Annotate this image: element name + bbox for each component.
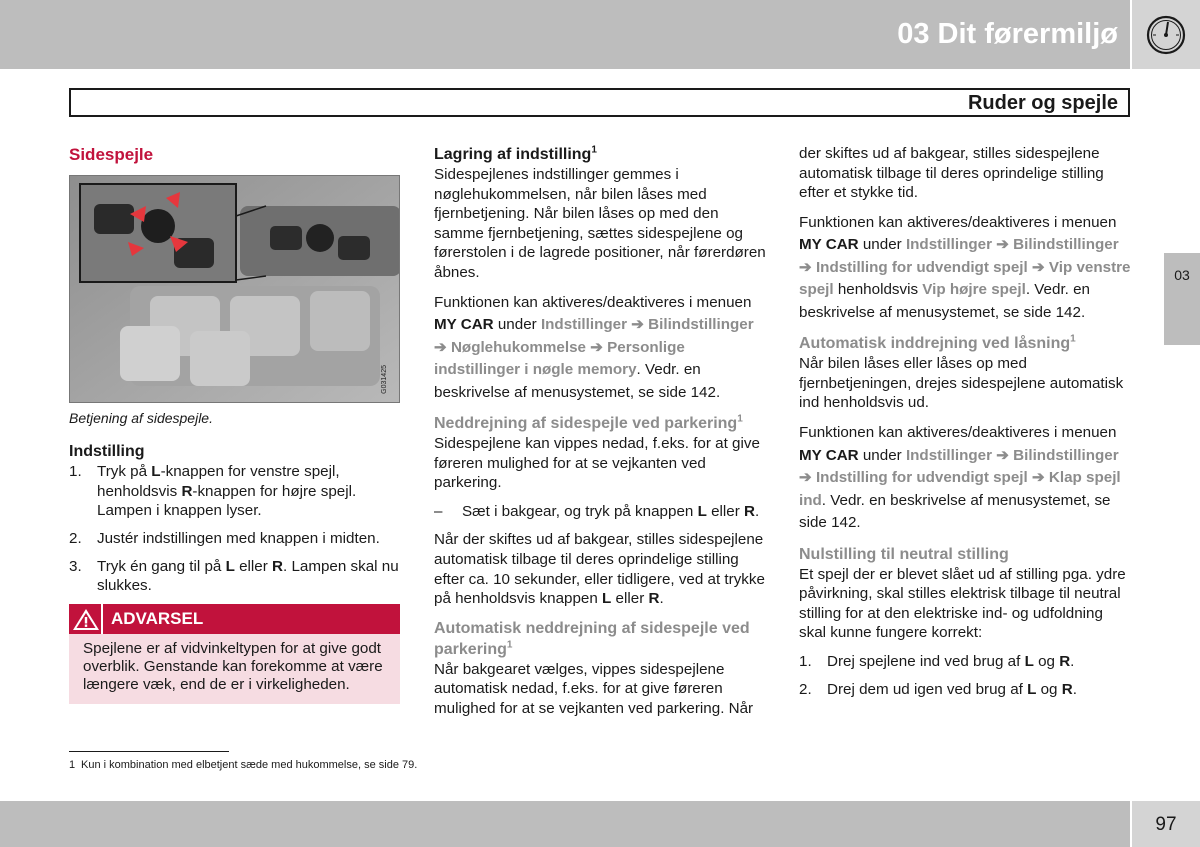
heading-lagring: Lagring af indstilling$^1$: [434, 144, 597, 163]
subheading-indstilling: Indstilling: [69, 443, 145, 461]
list-item: 1. Tryk på L-knappen for venstre spejl, henholdsvis R-knappen for højre spejl. Lampen i knappen lyser.: [69, 463, 357, 520]
menu-path: Indstillinger ➔ Bilindstillinger ➔ Indstilling for udvendigt spejl ➔ Klap spejl ind: [799, 446, 1121, 509]
paragraph: Funktionen kan aktiveres/deaktiveres i menuen MY CAR under Indstillinger ➔ Bilindstillinger ➔ Indstilling for udvendigt spejl ➔ Vip venstre spejl henholdsvis Vip højre spejl. Vedr. en beskrivelse af menusystemet, se side 142.: [799, 213, 1131, 321]
speedometer-icon: [1144, 14, 1188, 56]
heading-automatisk-inddrejning: Automatisk inddrejning ved låsning$^1$: [799, 333, 1076, 353]
photo-caption: Betjening af sidespejle.: [69, 409, 213, 426]
paragraph: Når bakgearet vælges, vippes sidespejlene automatisk nedad, f.eks. for at give føreren mulighed for at se vejkanten ved parkering. Når: [434, 660, 754, 717]
chapter-title: 03 Dit førermiljø: [897, 18, 1118, 50]
paragraph: der skiftes ud af bakgear, stilles sidespejlene automatisk tilbage til deres oprindelige stilling efter et stykke tid.: [799, 145, 1104, 202]
list-item: 2. Justér indstillingen med knappen i midten.: [69, 529, 380, 547]
warning-title: ADVARSEL: [111, 608, 204, 628]
heading-neddrejning: Neddrejning af sidespejle ved parkering$^1$: [434, 413, 743, 433]
warning-divider: [101, 604, 103, 634]
footer-band: [0, 801, 1130, 847]
steps-list: [799, 652, 1131, 699]
list-item: 1. Drej spejlene ind ved brug af L og R.: [799, 652, 1075, 670]
column-3: [799, 144, 1131, 707]
section-title: Ruder og spejle: [967, 92, 1118, 114]
steps-list: [69, 462, 400, 596]
paragraph: Funktionen kan aktiveres/deaktiveres i menuen MY CAR under Indstillinger ➔ Bilindstillinger ➔ Indstilling for udvendigt spejl ➔ Klap spejl ind. Vedr. en beskrivelse af menusystemet, se side 142.: [799, 424, 1121, 532]
page-number-box: [1132, 801, 1200, 847]
side-tab-label: 03: [1174, 267, 1190, 283]
section-heading-sidespejle: Sidespejle: [69, 145, 154, 164]
photo-code: G031425: [381, 364, 389, 394]
dash-list-item: – Sæt i bakgear, og tryk på knappen L eller R.: [434, 502, 760, 520]
mirror-controls-illustration: [70, 176, 400, 403]
column-2: [434, 145, 770, 728]
column-1: [69, 145, 400, 704]
menu-path: Vip højre spejl: [922, 281, 1026, 299]
footnote-rule: [69, 751, 229, 752]
mirror-controls-photo: [69, 175, 400, 403]
paragraph: Når der skiftes ud af bakgear, stilles sidespejlene automatisk tilbage til deres oprindelige stilling efter ca. 10 sekunder, eller tidligere, ved at trykke på henholdsvis knappen L eller R.: [434, 531, 765, 608]
page-number: 97: [1155, 814, 1177, 835]
section-bar: [69, 88, 1130, 117]
paragraph: Et spejl der er blevet slået ud af stilling pga. ydre påvirkning, skal stilles elektrisk tilbage til neutral stilling for at den elektriske ind- og udfoldning skal kunne fungere korrekt:: [799, 565, 1126, 642]
list-item: 2. Drej dem ud igen ved brug af L og R.: [799, 680, 1077, 698]
warning-triangle-icon: [72, 607, 100, 631]
warning-body: Spejlene er af vidvinkeltypen for at give godt overblik. Genstande kan forekomme at være længere væk, end de er i virkeligheden.: [69, 634, 400, 704]
chapter-icon-box: [1132, 0, 1200, 69]
menu-path: Indstillinger ➔ Bilindstillinger ➔ Indstilling for udvendigt spejl ➔ Vip venstre spejl: [799, 236, 1131, 299]
heading-nulstilling: Nulstilling til neutral stilling: [799, 545, 1009, 563]
paragraph: Når bilen låses eller låses op med fjernbetjeningen, drejes sidespejlene automatisk ind henholdsvis ud.: [799, 355, 1124, 412]
chapter-side-tab: [1164, 253, 1200, 345]
header-band: [0, 0, 1130, 69]
heading-automatisk-neddrejning: Automatisk neddrejning af sidespejle ved parkering$^1$: [434, 619, 750, 658]
warning-header: [69, 604, 400, 634]
footnote: 1 Kun i kombination med elbetjent sæde med hukommelse, se side 79.: [69, 759, 418, 771]
list-item: 3. Tryk én gang til på L eller R. Lampen skal nu slukkes.: [69, 557, 399, 595]
menu-path: Indstillinger ➔ Bilindstillinger ➔ Nøglehukommelse ➔ Personlige indstillinger i nøgle memory: [434, 316, 754, 379]
paragraph: Sidespejlenes indstillinger gemmes i nøglehukommelsen, når bilen låses med fjernbetjening. Når bilen låses op med den samme fjernbetjening, sættes sidespejlene og førerstolen i de lagrede positioner, når førerdøren åbnes.: [434, 166, 766, 281]
paragraph: Funktionen kan aktiveres/deaktiveres i menuen MY CAR under Indstillinger ➔ Bilindstillinger ➔ Nøglehukommelse ➔ Personlige indstillinger i nøgle memory. Vedr. en beskrivelse af menusystemet, se side 142.: [434, 293, 754, 401]
paragraph: Sidespejlene kan vippes nedad, f.eks. for at give føreren mulighed for at se vejkanten ved parkering.: [434, 435, 760, 492]
